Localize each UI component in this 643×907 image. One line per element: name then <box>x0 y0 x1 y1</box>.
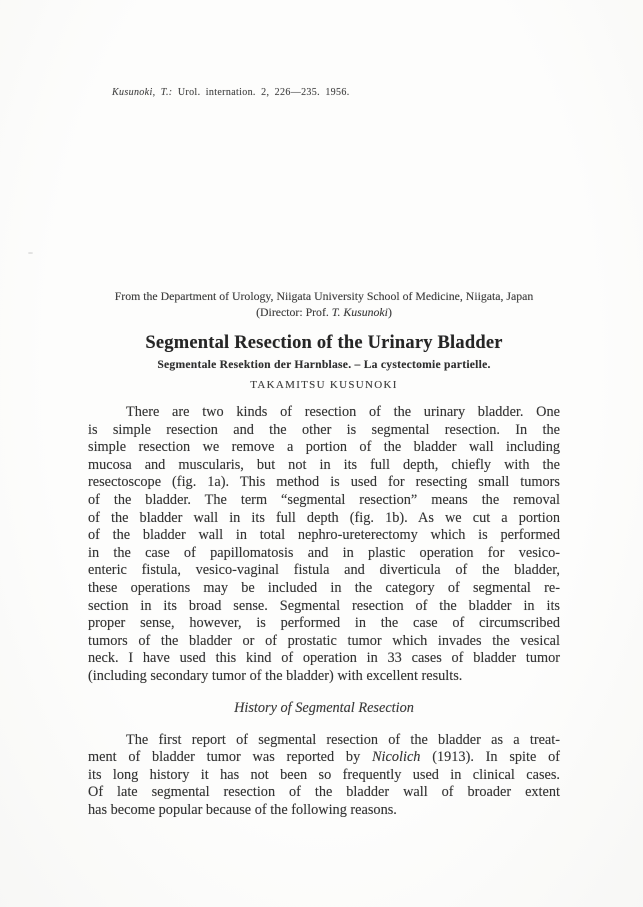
text-line: neck. I have used this kind of operation in 33 cases of bladder tumor <box>88 650 560 667</box>
paper-subtitle-translations: Segmentale Resektion der Harnblase. – La cystectomie partielle. <box>157 358 491 371</box>
text-line: proper sense, however, is performed in the case of circumscribed <box>88 615 560 632</box>
affiliation-block <box>88 289 560 320</box>
director-line <box>88 305 560 321</box>
cited-author-nicolich: Nicolich <box>372 749 421 766</box>
text-line: has become popular because of the following reasons. <box>88 801 397 818</box>
citation-reference: Urol. internation. 2, 226—235. 1956. <box>172 87 350 98</box>
page-content <box>88 289 560 819</box>
paragraph-introduction <box>88 404 560 686</box>
text-line: of the bladder. The term “segmental resection” means the removal <box>88 491 560 508</box>
director-prefix: (Director: Prof. <box>256 304 332 319</box>
text-segment: (1913). In spite of <box>420 749 560 766</box>
text-line: simple resection we remove a portion of the bladder wall including <box>88 439 560 456</box>
text-line: mucosa and muscularis, but not in its full depth, chiefly with the <box>88 456 560 473</box>
paper-title: Segmental Resection of the Urinary Bladder <box>145 333 503 353</box>
affiliation-line: From the Department of Urology, Niigata University School of Medicine, Niigata, Japan <box>114 289 534 303</box>
director-suffix: ) <box>387 304 392 319</box>
text-line: resectoscope (fig. 1a). This method is used for resecting small tumors <box>88 474 560 491</box>
paragraph-history <box>88 732 560 820</box>
text-line: tumors of the bladder or of prostatic tumor which invades the vesical <box>88 632 560 649</box>
text-line: is simple resection and the other is segmental resection. In the <box>88 421 560 438</box>
text-line: of the bladder wall in total nephro-ureterectomy which is performed <box>88 527 560 544</box>
text-line: enteric fistula, vesico-vaginal fistula and diverticula of the bladder, <box>88 562 560 579</box>
section-heading-history: History of Segmental Resection <box>234 699 414 716</box>
scan-artifact <box>28 252 33 254</box>
text-line: in the case of papillomatosis and in plastic operation for vesico- <box>88 544 560 561</box>
text-segment: ment of bladder tumor was reported by <box>88 749 372 766</box>
text-line: There are two kinds of resection of the urinary bladder. One <box>126 404 560 420</box>
text-line: section in its broad sense. Segmental resection of the bladder in its <box>88 597 560 614</box>
journal-citation <box>112 87 350 98</box>
citation-author: Kusunoki, T.: <box>112 87 173 98</box>
author-name: TAKAMITSU KUSUNOKI <box>250 379 398 391</box>
text-line: of the bladder wall in its full depth (fig. 1b). As we cut a portion <box>88 509 560 526</box>
text-line: its long history it has not been so frequently used in clinical cases. <box>88 766 560 783</box>
director-name: T. Kusunoki <box>331 304 388 319</box>
text-line: these operations may be included in the category of segmental re- <box>88 579 560 596</box>
text-line: (including secondary tumor of the bladder) with excellent results. <box>88 667 463 684</box>
text-line <box>88 749 560 767</box>
text-line: The first report of segmental resection of the bladder as a treat- <box>126 731 560 748</box>
text-line: Of late segmental resection of the bladder wall of broader extent <box>88 784 560 801</box>
